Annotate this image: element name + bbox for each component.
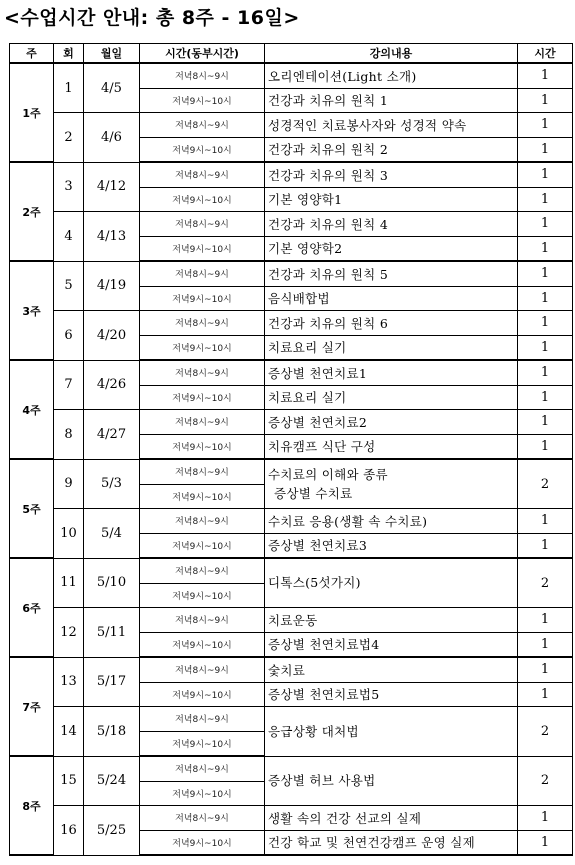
time-slot: 저녁8시~9시 xyxy=(140,212,265,237)
schedule-row xyxy=(10,162,573,187)
lecture-hours: 1 xyxy=(518,830,573,855)
session-number: 9 xyxy=(54,459,84,509)
lecture-topic: 오리엔테이션(Light 소개) xyxy=(265,63,518,88)
lecture-topic: 증상별 허브 사용법 xyxy=(268,773,376,789)
lecture-content xyxy=(265,459,518,509)
time-slot: 저녁8시~9시 xyxy=(140,707,265,732)
time-slot: 저녁9시~10시 xyxy=(140,533,265,558)
week-label: 5주 xyxy=(10,459,54,558)
time-slot: 저녁9시~10시 xyxy=(140,731,265,756)
week-label: 8주 xyxy=(10,756,54,855)
session-number: 5 xyxy=(54,261,84,311)
lecture-hours: 2 xyxy=(518,558,573,608)
lecture-hours: 1 xyxy=(518,533,573,558)
time-slot: 저녁9시~10시 xyxy=(140,682,265,707)
time-slot: 저녁8시~9시 xyxy=(140,63,265,88)
lecture-topic: 증상별 수치료 xyxy=(274,486,353,501)
lecture-hours: 1 xyxy=(518,88,573,113)
lecture-topic: 치료요리 실기 xyxy=(265,335,518,360)
week-label: 7주 xyxy=(10,657,54,756)
session-number: 6 xyxy=(54,311,84,361)
schedule-row xyxy=(10,63,573,88)
time-slot: 저녁9시~10시 xyxy=(140,286,265,311)
lecture-topic: 건강 학교 및 천연건강캠프 운영 실제 xyxy=(265,830,518,855)
week-label: 4주 xyxy=(10,360,54,459)
schedule-row xyxy=(10,509,573,534)
lecture-topic: 건강과 치유의 원칙 1 xyxy=(265,88,518,113)
schedule-row xyxy=(10,608,573,633)
time-slot: 저녁8시~9시 xyxy=(140,509,265,534)
lecture-hours: 1 xyxy=(518,113,573,138)
session-date: 4/12 xyxy=(84,162,140,212)
page-title: <수업시간 안내: 총 8주 - 16일> xyxy=(4,7,300,29)
week-label: 1주 xyxy=(10,63,54,162)
lecture-topic: 증상별 천연치료2 xyxy=(265,410,518,435)
header-session: 회 xyxy=(54,44,84,64)
session-number: 7 xyxy=(54,360,84,410)
session-date: 5/25 xyxy=(84,806,140,856)
time-slot: 저녁9시~10시 xyxy=(140,632,265,657)
header-row xyxy=(10,44,573,64)
lecture-hours: 2 xyxy=(518,707,573,757)
lecture-topic: 증상별 천연치료법4 xyxy=(265,632,518,657)
session-date: 5/17 xyxy=(84,657,140,707)
week-label: 2주 xyxy=(10,162,54,261)
lecture-content xyxy=(265,707,518,757)
lecture-hours: 1 xyxy=(518,434,573,459)
session-number: 14 xyxy=(54,707,84,757)
lecture-hours: 1 xyxy=(518,236,573,261)
schedule-row xyxy=(10,707,573,732)
lecture-hours: 1 xyxy=(518,509,573,534)
lecture-topic: 치유캠프 식단 구성 xyxy=(265,434,518,459)
time-slot: 저녁9시~10시 xyxy=(140,187,265,212)
header-week: 주 xyxy=(10,44,54,64)
session-number: 8 xyxy=(54,410,84,460)
time-slot: 저녁9시~10시 xyxy=(140,236,265,261)
lecture-topic: 치료요리 실기 xyxy=(265,385,518,410)
lecture-content xyxy=(265,558,518,608)
lecture-hours: 2 xyxy=(518,756,573,806)
time-slot: 저녁8시~9시 xyxy=(140,558,265,583)
lecture-hours: 1 xyxy=(518,360,573,385)
lecture-topic: 성경적인 치료봉사자와 성경적 약속 xyxy=(265,113,518,138)
session-date: 4/26 xyxy=(84,360,140,410)
time-slot: 저녁8시~9시 xyxy=(140,261,265,286)
schedule-row xyxy=(10,756,573,781)
header-content: 강의내용 xyxy=(265,44,518,64)
schedule-row xyxy=(10,558,573,583)
lecture-hours: 1 xyxy=(518,608,573,633)
time-slot: 저녁8시~9시 xyxy=(140,608,265,633)
lecture-hours: 1 xyxy=(518,311,573,336)
time-slot: 저녁8시~9시 xyxy=(140,756,265,781)
lecture-topic: 증상별 천연치료3 xyxy=(265,533,518,558)
session-date: 5/11 xyxy=(84,608,140,658)
schedule-row xyxy=(10,261,573,286)
lecture-content xyxy=(265,756,518,806)
session-date: 5/4 xyxy=(84,509,140,559)
lecture-topic: 증상별 천연치료법5 xyxy=(265,682,518,707)
lecture-topic: 응급상황 대처법 xyxy=(268,723,359,739)
schedule-body xyxy=(10,63,573,855)
session-number: 11 xyxy=(54,558,84,608)
lecture-topic: 수치료의 이해와 종류 xyxy=(268,466,388,482)
lecture-hours: 1 xyxy=(518,657,573,682)
header-time: 시간(동부시간) xyxy=(140,44,265,64)
schedule-row xyxy=(10,657,573,682)
lecture-hours: 1 xyxy=(518,410,573,435)
schedule-row xyxy=(10,360,573,385)
time-slot: 저녁9시~10시 xyxy=(140,484,265,509)
time-slot: 저녁9시~10시 xyxy=(140,335,265,360)
lecture-hours: 1 xyxy=(518,286,573,311)
week-label: 6주 xyxy=(10,558,54,657)
lecture-topic: 건강과 치유의 원칙 6 xyxy=(265,311,518,336)
lecture-topic: 건강과 치유의 원칙 3 xyxy=(265,162,518,187)
lecture-topic: 생활 속의 건강 선교의 실제 xyxy=(265,806,518,831)
session-number: 4 xyxy=(54,212,84,262)
session-date: 4/27 xyxy=(84,410,140,460)
session-number: 15 xyxy=(54,756,84,806)
schedule-row xyxy=(10,806,573,831)
session-date: 4/6 xyxy=(84,113,140,163)
lecture-topic: 디톡스(5섯가지) xyxy=(268,575,361,591)
time-slot: 저녁9시~10시 xyxy=(140,137,265,162)
session-number: 2 xyxy=(54,113,84,163)
session-number: 16 xyxy=(54,806,84,856)
time-slot: 저녁9시~10시 xyxy=(140,434,265,459)
time-slot: 저녁8시~9시 xyxy=(140,410,265,435)
lecture-hours: 1 xyxy=(518,806,573,831)
schedule-row xyxy=(10,410,573,435)
session-date: 5/24 xyxy=(84,756,140,806)
lecture-topic: 치료운동 xyxy=(265,608,518,633)
lecture-topic: 건강과 치유의 원칙 4 xyxy=(265,212,518,237)
session-date: 4/19 xyxy=(84,261,140,311)
time-slot: 저녁8시~9시 xyxy=(140,459,265,484)
lecture-topic: 건강과 치유의 원칙 2 xyxy=(265,137,518,162)
session-date: 4/20 xyxy=(84,311,140,361)
header-date: 월일 xyxy=(84,44,140,64)
session-date: 4/5 xyxy=(84,63,140,113)
time-slot: 저녁8시~9시 xyxy=(140,360,265,385)
lecture-hours: 1 xyxy=(518,632,573,657)
lecture-topic: 건강과 치유의 원칙 5 xyxy=(265,261,518,286)
schedule-table xyxy=(9,43,573,856)
week-label: 3주 xyxy=(10,261,54,360)
schedule-row xyxy=(10,311,573,336)
time-slot: 저녁9시~10시 xyxy=(140,583,265,608)
time-slot: 저녁9시~10시 xyxy=(140,385,265,410)
time-slot: 저녁8시~9시 xyxy=(140,657,265,682)
lecture-topic: 기본 영양학2 xyxy=(265,236,518,261)
time-slot: 저녁8시~9시 xyxy=(140,113,265,138)
session-date: 5/3 xyxy=(84,459,140,509)
schedule-row xyxy=(10,212,573,237)
time-slot: 저녁8시~9시 xyxy=(140,162,265,187)
session-date: 5/18 xyxy=(84,707,140,757)
lecture-hours: 1 xyxy=(518,187,573,212)
session-number: 13 xyxy=(54,657,84,707)
time-slot: 저녁9시~10시 xyxy=(140,88,265,113)
session-number: 1 xyxy=(54,63,84,113)
session-number: 10 xyxy=(54,509,84,559)
lecture-topic: 증상별 천연치료1 xyxy=(265,360,518,385)
time-slot: 저녁9시~10시 xyxy=(140,830,265,855)
lecture-topic: 음식배합법 xyxy=(265,286,518,311)
session-number: 3 xyxy=(54,162,84,212)
schedule-row xyxy=(10,459,573,484)
session-date: 4/13 xyxy=(84,212,140,262)
schedule-row xyxy=(10,113,573,138)
time-slot: 저녁8시~9시 xyxy=(140,311,265,336)
lecture-hours: 1 xyxy=(518,212,573,237)
session-date: 5/10 xyxy=(84,558,140,608)
lecture-hours: 1 xyxy=(518,137,573,162)
lecture-topic: 숯치료 xyxy=(265,657,518,682)
lecture-hours: 2 xyxy=(518,459,573,509)
lecture-topic: 수치료 응용(생활 속 수치료) xyxy=(265,509,518,534)
lecture-hours: 1 xyxy=(518,335,573,360)
session-number: 12 xyxy=(54,608,84,658)
lecture-topic: 기본 영양학1 xyxy=(265,187,518,212)
lecture-hours: 1 xyxy=(518,162,573,187)
lecture-hours: 1 xyxy=(518,385,573,410)
lecture-hours: 1 xyxy=(518,63,573,88)
lecture-hours: 1 xyxy=(518,682,573,707)
time-slot: 저녁9시~10시 xyxy=(140,781,265,806)
lecture-hours: 1 xyxy=(518,261,573,286)
time-slot: 저녁8시~9시 xyxy=(140,806,265,831)
header-hours: 시간 xyxy=(518,44,573,64)
